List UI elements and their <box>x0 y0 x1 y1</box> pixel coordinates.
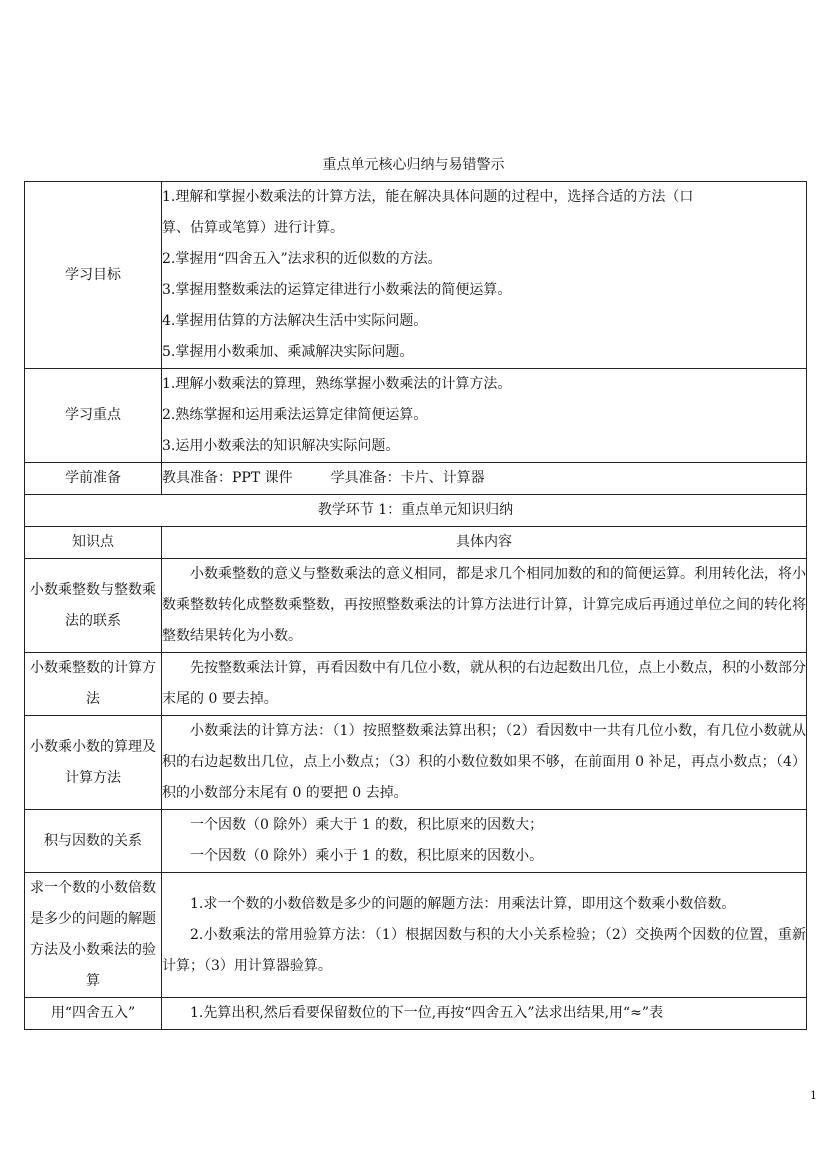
knowledge-label: 小数乘整数与整数乘法的联系 <box>25 559 162 653</box>
knowledge-label: 小数乘整数的计算方法 <box>25 653 162 716</box>
knowledge-content <box>162 873 807 998</box>
focus-item: 2.熟练掌握和运用乘法运算定律简便运算。 <box>162 407 428 423</box>
knowledge-text: 一个因数（0 除外）乘小于 1 的数，积比原来的因数小。 <box>190 848 544 864</box>
goal-item: 2.掌握用“四舍五入”法求积的近似数的方法。 <box>162 251 442 267</box>
knowledge-label: 积与因数的关系 <box>25 810 162 873</box>
goals-row <box>25 182 807 369</box>
knowledge-text: 2.小数乘法的常用验算方法：（1）根据因数与积的大小关系检验；（2）交换两个因数的位置，重新计算；（3）用计算器验算。 <box>162 926 806 974</box>
knowledge-row <box>25 810 807 873</box>
page-number: 1 <box>810 1089 817 1102</box>
goal-item: 1.理解和掌握小数乘法的计算方法，能在解决具体问题的过程中，选择合适的方法（口 <box>162 189 694 205</box>
knowledge-row <box>25 559 807 653</box>
focus-label: 学习重点 <box>25 369 162 463</box>
knowledge-row <box>25 716 807 810</box>
knowledge-label: 求一个数的小数倍数是多少的问题的解题方法及小数乘法的验算 <box>25 873 162 998</box>
student-prep: 学具准备：卡片、计算器 <box>330 470 485 486</box>
knowledge-content <box>162 716 807 810</box>
focus-item: 3.运用小数乘法的知识解决实际问题。 <box>162 438 400 454</box>
prep-content <box>162 463 807 495</box>
focus-content <box>162 369 807 463</box>
knowledge-text: 小数乘法的计算方法：（1）按照整数乘法算出积；（2）看因数中一共有几位小数，有几位小数就从积的右边起数出几位，点上小数点；（3）积的小数位数如果不够，在前面用 0 补足，再点小数点；（4）积的小数部分末尾有 0 的要把 0 去掉。 <box>162 723 806 801</box>
point-header: 知识点 <box>25 527 162 559</box>
goals-label: 学习目标 <box>25 182 162 369</box>
header-row <box>25 527 807 559</box>
knowledge-row <box>25 998 807 1030</box>
knowledge-row <box>25 653 807 716</box>
knowledge-label: 用“四舍五入” <box>25 998 162 1030</box>
section-heading: 教学环节 1：重点单元知识归纳 <box>25 495 807 527</box>
knowledge-content <box>162 559 807 653</box>
knowledge-label: 小数乘小数的算理及计算方法 <box>25 716 162 810</box>
content-header: 具体内容 <box>162 527 807 559</box>
knowledge-text: 1.先算出积,然后看要保留数位的下一位,再按“四舍五入”法求出结果,用“≈”表 <box>190 1005 664 1021</box>
prep-label: 学前准备 <box>25 463 162 495</box>
knowledge-row <box>25 873 807 998</box>
section-row <box>25 495 807 527</box>
knowledge-text: 1.求一个数的小数倍数是多少的问题的解题方法：用乘法计算，即用这个数乘小数倍数。 <box>190 895 736 912</box>
knowledge-content <box>162 998 807 1030</box>
knowledge-content <box>162 810 807 873</box>
goal-item: 3.掌握用整数乘法的运算定律进行小数乘法的简便运算。 <box>162 282 512 298</box>
knowledge-text: 一个因数（0 除外）乘大于 1 的数，积比原来的因数大； <box>190 817 544 833</box>
focus-row <box>25 369 807 463</box>
focus-item: 1.理解小数乘法的算理，熟练掌握小数乘法的计算方法。 <box>162 376 512 392</box>
lesson-table <box>24 181 807 1030</box>
goal-item: 4.掌握用估算的方法解决生活中实际问题。 <box>162 313 428 329</box>
knowledge-content <box>162 653 807 716</box>
prep-row <box>25 463 807 495</box>
goals-content <box>162 182 807 369</box>
knowledge-text: 小数乘整数的意义与整数乘法的意义相同，都是求几个相同加数的和的简便运算。利用转化法，将小数乘整数转化成整数乘整数，再按照整数乘法的计算方法进行计算，计算完成后再通过单位之间的转化将整数结果转化为小数。 <box>162 566 806 644</box>
teacher-prep: 教具准备：PPT 课件 <box>162 470 293 486</box>
goal-item: 算、估算或笔算）进行计算。 <box>162 220 344 236</box>
page-title: 重点单元核心归纳与易错警示 <box>322 157 505 173</box>
goal-item: 5.掌握用小数乘加、乘减解决实际问题。 <box>162 344 414 360</box>
knowledge-text: 先按整数乘法计算，再看因数中有几位小数，就从积的右边起数出几位，点上小数点，积的小数部分末尾的 0 要去掉。 <box>162 660 806 707</box>
